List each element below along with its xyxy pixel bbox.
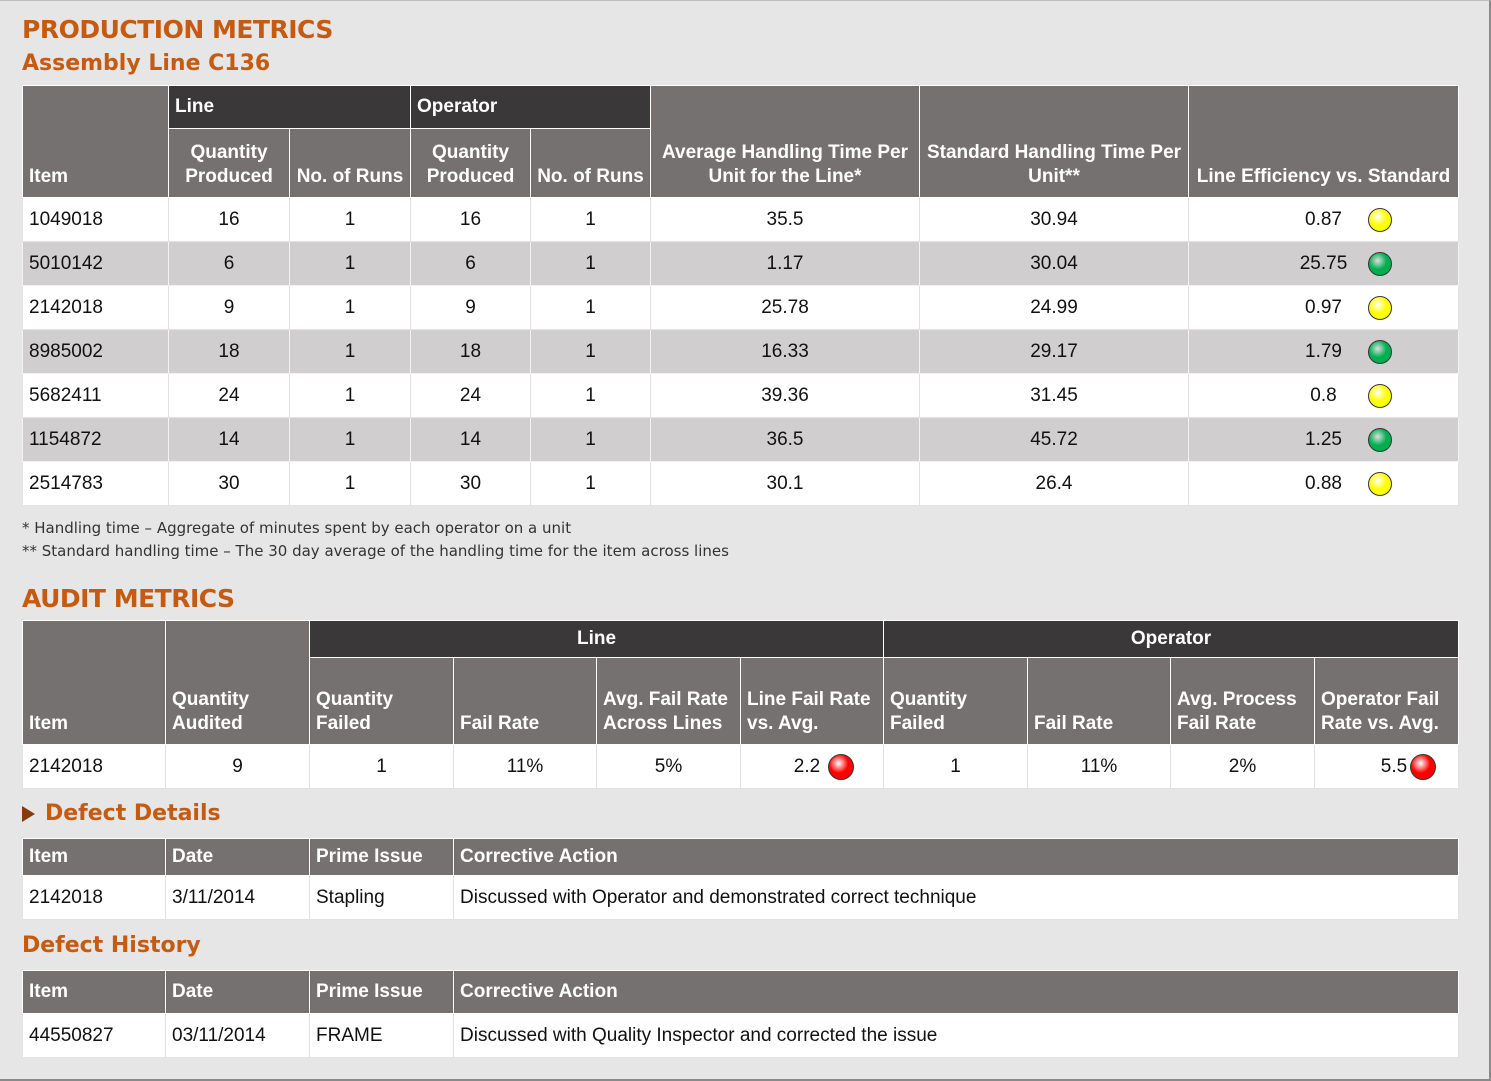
efficiency-value: 0.87	[1305, 208, 1342, 230]
audit-header-avg-fail-across: Avg. Fail Rate Across Lines	[597, 658, 741, 745]
cell-item: 1154872	[23, 418, 169, 462]
green-status-indicator-icon	[1368, 252, 1392, 276]
cell-line-runs: 1	[290, 374, 411, 418]
cell-efficiency	[1189, 418, 1459, 462]
header-avg-handling: Average Handling Time Per Unit for the Line*	[651, 86, 920, 198]
audit-header-qty-audited: Quantity Audited	[166, 621, 310, 745]
production-row	[23, 462, 1459, 506]
header-item: Item	[23, 86, 169, 198]
audit-header-avg-process-fail: Avg. Process Fail Rate	[1171, 658, 1315, 745]
production-row	[23, 418, 1459, 462]
cell-efficiency	[1189, 286, 1459, 330]
cell-std-handling: 31.45	[920, 374, 1189, 418]
cell-efficiency	[1189, 374, 1459, 418]
production-row	[23, 286, 1459, 330]
defect-history-header-action: Corrective Action	[454, 971, 1459, 1014]
efficiency-value: 0.8	[1310, 384, 1337, 406]
production-row	[23, 374, 1459, 418]
production-metrics-title: PRODUCTION METRICS	[22, 15, 333, 44]
audit-header-line-group: Line	[310, 621, 884, 658]
cell-item: 2514783	[23, 462, 169, 506]
cell-avg-handling: 36.5	[651, 418, 920, 462]
audit-row	[23, 745, 1459, 789]
cell-std-handling: 45.72	[920, 418, 1189, 462]
defect-details-header-action: Corrective Action	[454, 839, 1459, 876]
footnote-handling-time: * Handling time – Aggregate of minutes spent by each operator on a unit	[22, 519, 572, 537]
audit-header-line-fail-vs-avg: Line Fail Rate vs. Avg.	[741, 658, 884, 745]
cell-line-qty: 30	[169, 462, 290, 506]
header-line-group: Line	[169, 86, 411, 129]
cell-std-handling: 29.17	[920, 330, 1189, 374]
cell-op-runs: 1	[531, 374, 651, 418]
defect-details-row	[23, 876, 1459, 920]
yellow-status-indicator-icon	[1368, 208, 1392, 232]
defect-history-header-date: Date	[166, 971, 310, 1014]
audit-cell-line-qty-failed: 1	[310, 745, 454, 789]
cell-line-runs: 1	[290, 286, 411, 330]
cell-item: 5010142	[23, 242, 169, 286]
audit-op-vs-avg-value: 5.5	[1380, 755, 1408, 777]
cell-line-qty: 14	[169, 418, 290, 462]
defect-details-item: 2142018	[23, 876, 166, 920]
assembly-line-subtitle: Assembly Line C136	[22, 51, 271, 76]
header-line-efficiency: Line Efficiency vs. Standard	[1189, 86, 1459, 198]
header-std-handling: Standard Handling Time Per Unit**	[920, 86, 1189, 198]
cell-line-runs: 1	[290, 242, 411, 286]
cell-avg-handling: 1.17	[651, 242, 920, 286]
cell-efficiency	[1189, 462, 1459, 506]
cell-avg-handling: 30.1	[651, 462, 920, 506]
cell-op-qty: 14	[411, 418, 531, 462]
cell-efficiency	[1189, 242, 1459, 286]
audit-cell-item: 2142018	[23, 745, 166, 789]
defect-details-action: Discussed with Operator and demonstrated correct technique	[454, 876, 1459, 920]
cell-line-runs: 1	[290, 198, 411, 242]
green-status-indicator-icon	[1368, 428, 1392, 452]
cell-op-qty: 16	[411, 198, 531, 242]
audit-cell-line-fail-rate: 11%	[454, 745, 597, 789]
defect-details-header-date: Date	[166, 839, 310, 876]
audit-header-op-qty-failed: Quantity Failed	[884, 658, 1028, 745]
cell-op-runs: 1	[531, 330, 651, 374]
cell-op-qty: 6	[411, 242, 531, 286]
cell-avg-handling: 16.33	[651, 330, 920, 374]
audit-cell-op-vs-avg	[1315, 745, 1459, 789]
cell-op-qty: 9	[411, 286, 531, 330]
cell-op-runs: 1	[531, 418, 651, 462]
expand-triangle-icon[interactable]	[22, 806, 35, 822]
header-line-qty-produced: Quantity Produced	[169, 129, 290, 198]
defect-history-table	[22, 970, 1459, 1058]
defect-history-prime: FRAME	[310, 1014, 454, 1058]
cell-op-runs: 1	[531, 198, 651, 242]
cell-std-handling: 30.04	[920, 242, 1189, 286]
cell-line-runs: 1	[290, 418, 411, 462]
audit-header-operator-group: Operator	[884, 621, 1459, 658]
cell-efficiency	[1189, 330, 1459, 374]
cell-std-handling: 24.99	[920, 286, 1189, 330]
defect-history-date: 03/11/2014	[166, 1014, 310, 1058]
defect-history-action: Discussed with Quality Inspector and corrected the issue	[454, 1014, 1459, 1058]
audit-line-vs-avg-value: 2.2	[793, 755, 821, 777]
defect-history-header-item: Item	[23, 971, 166, 1014]
efficiency-value: 0.88	[1305, 472, 1342, 494]
yellow-status-indicator-icon	[1368, 384, 1392, 408]
defect-details-date: 3/11/2014	[166, 876, 310, 920]
audit-cell-avg-process-fail: 2%	[1171, 745, 1315, 789]
audit-header-op-fail-rate: Fail Rate	[1028, 658, 1171, 745]
cell-line-qty: 18	[169, 330, 290, 374]
cell-op-qty: 18	[411, 330, 531, 374]
cell-avg-handling: 25.78	[651, 286, 920, 330]
cell-op-qty: 30	[411, 462, 531, 506]
cell-efficiency	[1189, 198, 1459, 242]
defect-history-item: 44550827	[23, 1014, 166, 1058]
cell-item: 1049018	[23, 198, 169, 242]
cell-op-runs: 1	[531, 462, 651, 506]
red-status-indicator-icon	[828, 754, 854, 780]
red-status-indicator-icon	[1410, 754, 1436, 780]
audit-metrics-table	[22, 620, 1459, 789]
cell-line-qty: 6	[169, 242, 290, 286]
defect-details-table	[22, 838, 1459, 920]
production-row	[23, 330, 1459, 374]
defect-details-header-item: Item	[23, 839, 166, 876]
efficiency-value: 25.75	[1299, 252, 1348, 274]
yellow-status-indicator-icon	[1368, 472, 1392, 496]
defect-details-header-prime: Prime Issue	[310, 839, 454, 876]
audit-metrics-title: AUDIT METRICS	[22, 584, 235, 613]
header-operator-group: Operator	[411, 86, 651, 129]
audit-cell-avg-fail-across: 5%	[597, 745, 741, 789]
cell-line-qty: 16	[169, 198, 290, 242]
cell-avg-handling: 35.5	[651, 198, 920, 242]
audit-header-line-fail-rate: Fail Rate	[454, 658, 597, 745]
audit-cell-line-vs-avg	[741, 745, 884, 789]
cell-std-handling: 30.94	[920, 198, 1189, 242]
efficiency-value: 1.25	[1305, 428, 1342, 450]
production-metrics-table	[22, 85, 1459, 506]
production-row	[23, 198, 1459, 242]
audit-cell-op-fail-rate: 11%	[1028, 745, 1171, 789]
defect-history-row	[23, 1014, 1459, 1058]
audit-cell-op-qty-failed: 1	[884, 745, 1028, 789]
audit-header-op-fail-vs-avg: Operator Fail Rate vs. Avg.	[1315, 658, 1459, 745]
cell-op-qty: 24	[411, 374, 531, 418]
green-status-indicator-icon	[1368, 340, 1392, 364]
yellow-status-indicator-icon	[1368, 296, 1392, 320]
cell-item: 5682411	[23, 374, 169, 418]
efficiency-value: 0.97	[1305, 296, 1342, 318]
cell-line-qty: 24	[169, 374, 290, 418]
audit-header-item: Item	[23, 621, 166, 745]
defect-details-prime: Stapling	[310, 876, 454, 920]
production-row	[23, 242, 1459, 286]
audit-cell-qty-audited: 9	[166, 745, 310, 789]
header-operator-qty-produced: Quantity Produced	[411, 129, 531, 198]
cell-item: 8985002	[23, 330, 169, 374]
cell-line-runs: 1	[290, 330, 411, 374]
cell-op-runs: 1	[531, 242, 651, 286]
cell-avg-handling: 39.36	[651, 374, 920, 418]
cell-line-qty: 9	[169, 286, 290, 330]
footnote-standard-handling: ** Standard handling time – The 30 day average of the handling time for the item across lines	[22, 542, 729, 560]
cell-std-handling: 26.4	[920, 462, 1189, 506]
cell-item: 2142018	[23, 286, 169, 330]
efficiency-value: 1.79	[1305, 340, 1342, 362]
header-line-no-runs: No. of Runs	[290, 129, 411, 198]
defect-history-header-prime: Prime Issue	[310, 971, 454, 1014]
cell-op-runs: 1	[531, 286, 651, 330]
header-operator-no-runs: No. of Runs	[531, 129, 651, 198]
defect-history-title: Defect History	[22, 933, 201, 958]
audit-header-line-qty-failed: Quantity Failed	[310, 658, 454, 745]
defect-details-toggle[interactable]: Defect Details	[45, 801, 221, 826]
cell-line-runs: 1	[290, 462, 411, 506]
